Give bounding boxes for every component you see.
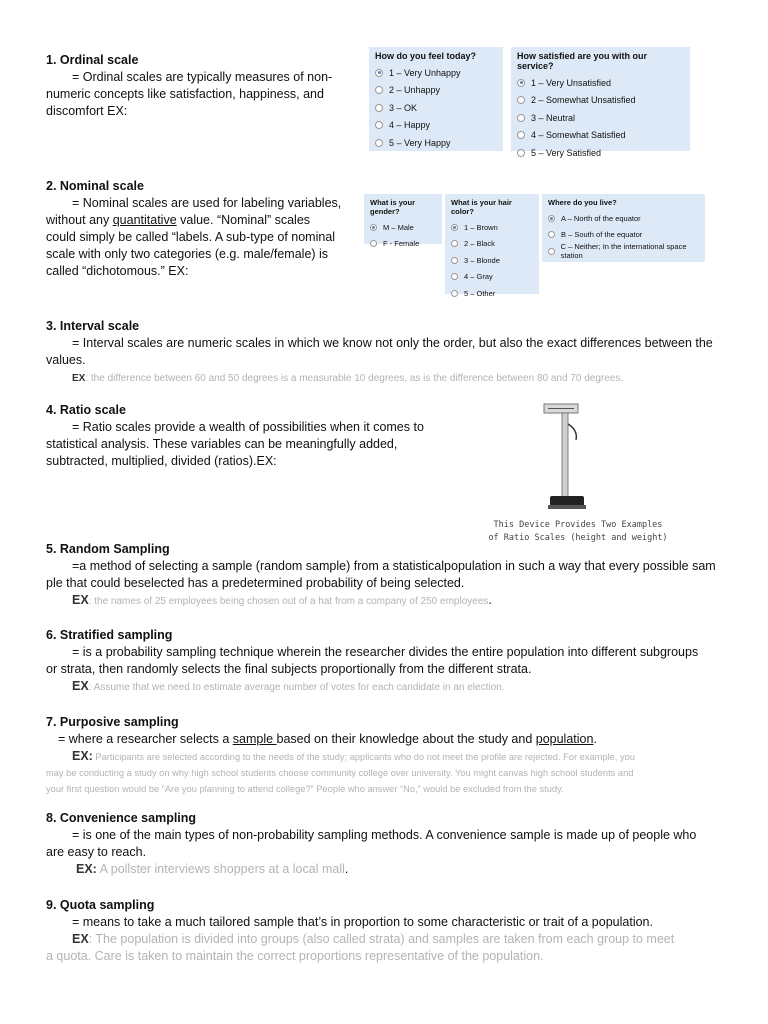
section-random-sampling bbox=[46, 541, 756, 610]
interval-ex-text: : the difference between 60 and 50 degrees is a measurable 10 degrees, as is the difference between 80 and 70 degrees. bbox=[85, 373, 624, 384]
purposive-line-1a: = where a researcher selects a bbox=[58, 732, 233, 746]
caption-line-1: This Device Provides Two Examples bbox=[493, 520, 663, 530]
ordinal-survey-feel bbox=[369, 47, 503, 151]
ratio-line-3: subtracted, multiplied, divided (ratios).EX: bbox=[46, 454, 277, 468]
heading-quota: 9. Quota sampling bbox=[46, 898, 155, 912]
survey-option[interactable]: 4 – Somewhat Satisfied bbox=[517, 127, 684, 145]
survey-option[interactable]: 5 – Other bbox=[451, 285, 533, 302]
heading-nominal: 2. Nominal scale bbox=[46, 179, 144, 193]
interval-line-1: = Interval scales are numeric scales in which we know not only the order, but also the exact differences between the bbox=[72, 336, 713, 350]
purposive-ex-line-2: may be conducting a study on why high school students choose community college over university. You might canvas high school students and bbox=[46, 768, 634, 778]
convenience-ex-label: EX: bbox=[76, 862, 97, 876]
survey-option[interactable]: F - Female bbox=[370, 236, 436, 253]
radio-icon[interactable] bbox=[451, 273, 458, 280]
section-stratified-sampling bbox=[46, 627, 756, 696]
radio-icon[interactable] bbox=[517, 96, 525, 104]
interval-line-2: values. bbox=[46, 353, 86, 367]
survey-question: What is your gender? bbox=[370, 198, 416, 216]
caption-line-2: of Ratio Scales (height and weight) bbox=[488, 533, 668, 543]
nominal-line-3: could simply be called “labels. A sub-type of nominal bbox=[46, 230, 336, 244]
survey-option[interactable]: 2 – Unhappy bbox=[375, 82, 497, 100]
survey-option[interactable]: B – South of the equator bbox=[548, 227, 699, 244]
radio-icon[interactable] bbox=[548, 248, 555, 255]
nominal-line-1: = Nominal scales are used for labeling variables, bbox=[72, 196, 342, 210]
section-convenience-sampling bbox=[46, 810, 756, 878]
ratio-line-2: statistical analysis. These variables can be meaningfully added, bbox=[46, 437, 398, 451]
nominal-line-2a: without any bbox=[46, 213, 113, 227]
survey-option[interactable]: 2 – Black bbox=[451, 236, 533, 253]
heading-convenience: 8. Convenience sampling bbox=[46, 811, 197, 825]
survey-question: Where do you live? bbox=[548, 198, 617, 207]
nominal-quantitative: quantitative bbox=[112, 213, 177, 227]
random-ex-end: . bbox=[488, 593, 492, 607]
section-quota-sampling bbox=[46, 897, 756, 965]
radio-icon[interactable] bbox=[517, 149, 525, 157]
ratio-line-1: = Ratio scales provide a wealth of possibilities when it comes to bbox=[72, 420, 424, 434]
convenience-ex-end: . bbox=[344, 862, 349, 876]
stratified-ex-label: EX bbox=[72, 679, 89, 693]
quota-ex-label: EX bbox=[72, 932, 89, 946]
nominal-survey-gender bbox=[364, 194, 442, 249]
survey-option[interactable]: 2 – Somewhat Unsatisfied bbox=[517, 92, 684, 110]
random-ex-label: EX bbox=[72, 593, 89, 607]
radio-icon[interactable] bbox=[517, 114, 525, 122]
survey-option[interactable]: A – North of the equator bbox=[548, 210, 699, 227]
heading-random: 5. Random Sampling bbox=[46, 542, 170, 556]
interval-ex-label: EX bbox=[72, 373, 86, 384]
quota-line-1: = means to take a much tailored sample that’s in proportion to some characteristic or trait of a population. bbox=[72, 915, 653, 929]
stratified-line-1: = is a probability sampling technique wherein the researcher divides the entire population into different subgroups bbox=[72, 645, 699, 659]
radio-icon[interactable] bbox=[451, 290, 458, 297]
stratified-line-2: or strata, then randomly selects the final subjects proportionally from the different strata. bbox=[46, 662, 532, 676]
quota-ex-line-2: a quota. Care is taken to maintain the correct proportions representative of the population. bbox=[46, 949, 544, 963]
survey-option[interactable]: 3 – OK bbox=[375, 99, 497, 117]
purposive-population-link: population bbox=[535, 732, 594, 746]
section-purposive-sampling bbox=[46, 714, 756, 797]
heading-interval: 3. Interval scale bbox=[46, 319, 140, 333]
radio-icon[interactable] bbox=[375, 104, 383, 112]
ordinal-line-3: discomfort EX: bbox=[46, 104, 128, 118]
radio-icon[interactable] bbox=[375, 139, 383, 147]
purposive-ex-line-1: Participants are selected according to the needs of the study; applicants who do not meet the profile are rejected. For example, you bbox=[92, 752, 635, 762]
survey-option[interactable]: 1 – Brown bbox=[451, 219, 533, 236]
survey-option[interactable]: 5 – Very Satisfied bbox=[517, 144, 684, 162]
purposive-line-1b: based on their knowledge about the study and bbox=[276, 732, 536, 746]
heading-ratio: 4. Ratio scale bbox=[46, 403, 126, 417]
random-ex-text: : the names of 25 employees being chosen out of a hat from a company of 250 employees bbox=[88, 596, 489, 607]
section-ordinal bbox=[46, 52, 346, 120]
radio-selected-icon[interactable] bbox=[375, 69, 383, 77]
radio-icon[interactable] bbox=[370, 240, 377, 247]
convenience-line-1: = is one of the main types of non-probability sampling methods. A convenience sample is made up of people who bbox=[72, 828, 697, 842]
nominal-line-5: called “dichotomous.” EX: bbox=[46, 264, 189, 278]
radio-icon[interactable] bbox=[451, 257, 458, 264]
radio-icon[interactable] bbox=[517, 131, 525, 139]
convenience-line-2: are easy to reach. bbox=[46, 845, 147, 859]
section-ratio bbox=[46, 402, 446, 470]
survey-option[interactable]: 1 – Very Unhappy bbox=[375, 64, 497, 82]
survey-question: How satisfied are you with our service? bbox=[517, 51, 648, 71]
heading-purposive: 7. Purposive sampling bbox=[46, 715, 179, 729]
convenience-ex-text: A pollster interviews shoppers at a local mall bbox=[96, 862, 345, 876]
survey-question: What is your hair color? bbox=[451, 198, 512, 216]
nominal-line-4: scale with only two categories (e.g. male/female) is bbox=[46, 247, 329, 261]
heading-stratified: 6. Stratified sampling bbox=[46, 628, 173, 642]
radio-selected-icon[interactable] bbox=[370, 224, 377, 231]
survey-option[interactable]: 4 – Happy bbox=[375, 117, 497, 135]
purposive-sample-link: sample bbox=[232, 732, 277, 746]
random-line-2: ple that could beselected has a predetermined probability of being selected. bbox=[46, 576, 465, 590]
radio-selected-icon[interactable] bbox=[548, 215, 555, 222]
section-nominal bbox=[46, 178, 356, 280]
nominal-line-2b: value. “Nominal” scales bbox=[176, 213, 311, 227]
survey-option[interactable]: M – Male bbox=[370, 219, 436, 236]
ordinal-line-2: numeric concepts like satisfaction, happiness, and bbox=[46, 87, 324, 101]
stratified-ex-text: : Assume that we need to estimate average number of votes for each candidate in an election. bbox=[88, 682, 505, 693]
radio-icon[interactable] bbox=[548, 231, 555, 238]
nominal-survey-hair bbox=[445, 194, 539, 298]
purposive-line-1c: . bbox=[593, 732, 597, 746]
survey-option[interactable]: 1 – Very Unsatisfied bbox=[517, 74, 684, 92]
survey-option[interactable]: 4 – Gray bbox=[451, 269, 533, 286]
height-weight-scale-icon bbox=[536, 402, 596, 512]
purposive-ex-line-3: your first question would be “Are you planning to attend college?” People who answer “No,” would be excluded from the study. bbox=[46, 784, 564, 794]
radio-selected-icon[interactable] bbox=[451, 224, 458, 231]
nominal-survey-live bbox=[542, 194, 705, 262]
radio-icon[interactable] bbox=[451, 240, 458, 247]
survey-option[interactable]: 3 – Blonde bbox=[451, 252, 533, 269]
ordinal-line-1: = Ordinal scales are typically measures of non- bbox=[72, 70, 333, 84]
random-line-1: =a method of selecting a sample (random sample) from a statisticalpopulation in such a way that every possible sam bbox=[72, 559, 716, 573]
radio-icon[interactable] bbox=[375, 86, 383, 94]
ordinal-survey-satisfied bbox=[511, 47, 690, 158]
section-interval bbox=[46, 318, 736, 387]
quota-ex-text: : The population is divided into groups (also called strata) and samples are taken from each group to meet bbox=[88, 932, 675, 946]
purposive-ex-label: EX: bbox=[72, 749, 93, 763]
survey-option[interactable]: 5 – Very Happy bbox=[375, 134, 497, 152]
survey-question: How do you feel today? bbox=[375, 51, 477, 61]
radio-selected-icon[interactable] bbox=[517, 79, 525, 87]
survey-option[interactable]: 3 – Neutral bbox=[517, 109, 684, 127]
radio-icon[interactable] bbox=[375, 121, 383, 129]
heading-ordinal: 1. Ordinal scale bbox=[46, 53, 139, 67]
survey-option[interactable]: C – Neither; In the international space station bbox=[548, 243, 699, 260]
